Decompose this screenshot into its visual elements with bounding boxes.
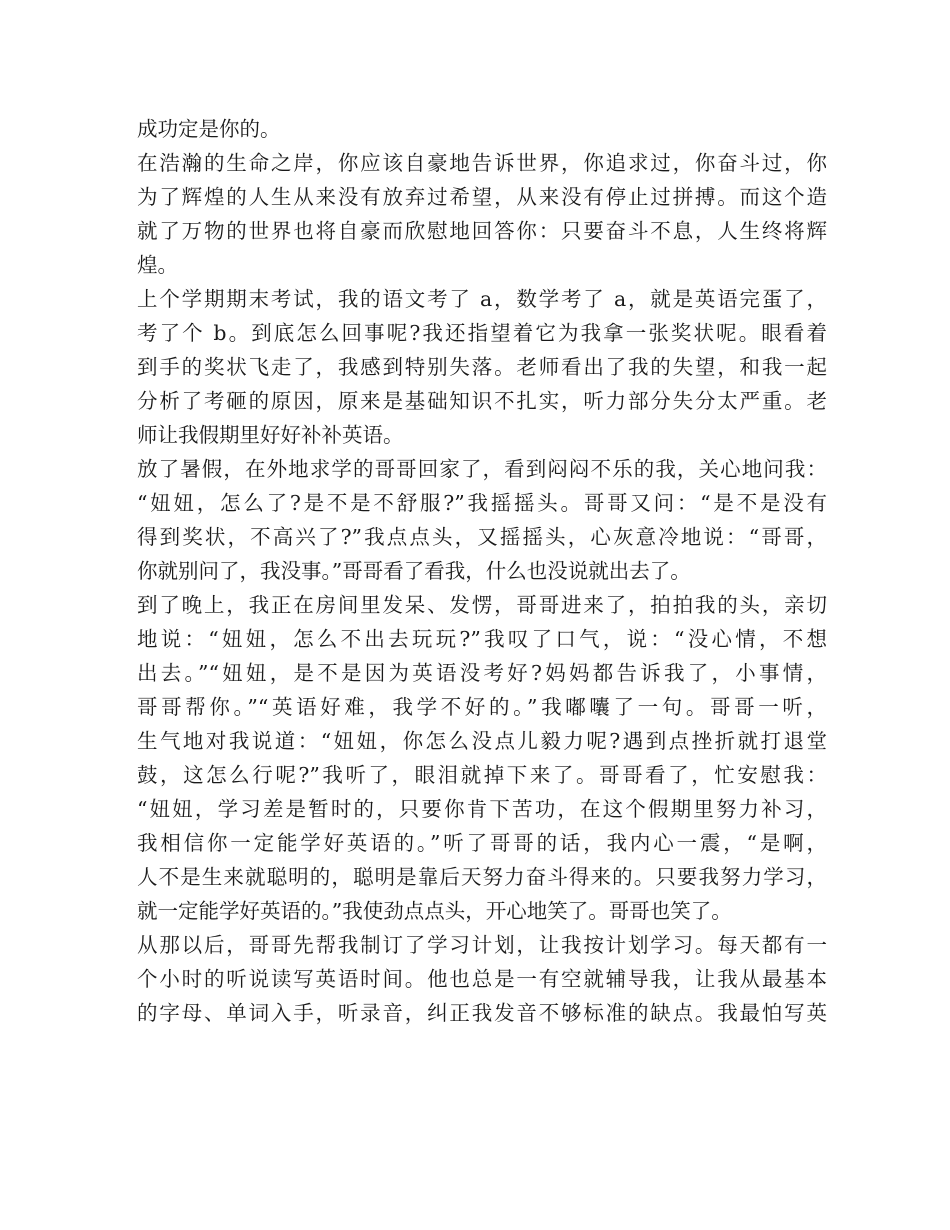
text-line: 鼓，这怎么行呢?”我听了，眼泪就掉下来了。哥哥看了，忙安慰我： (137, 763, 827, 787)
text-line: 就了万物的世界也将自豪而欣慰地回答你：只要奋斗不息，人生终将辉 (137, 219, 827, 243)
text-line: 考了个 b。到底怎么回事呢?我还指望着它为我拿一张奖状呢。眼看着 (137, 321, 827, 345)
text-line: 在浩瀚的生命之岸，你应该自豪地告诉世界，你追求过，你奋斗过，你 (137, 151, 827, 175)
text-line: 得到奖状，不高兴了?”我点点头，又摇摇头，心灰意冷地说：“哥哥， (137, 525, 827, 549)
text-line: 哥哥帮你。”“英语好难，我学不好的。”我嘟囔了一句。哥哥一听， (137, 695, 827, 719)
text-line: 地说：“妞妞，怎么不出去玩玩?”我叹了口气，说：“没心情，不想 (137, 627, 827, 651)
text-line: 你就别问了，我没事。”哥哥看了看我，什么也没说就出去了。 (137, 559, 691, 583)
text-line: 从那以后，哥哥先帮我制订了学习计划，让我按计划学习。每天都有一 (137, 933, 827, 957)
text-line: 生气地对我说道：“妞妞，你怎么没点儿毅力呢?遇到点挫折就打退堂 (137, 729, 827, 753)
text-line: 为了辉煌的人生从来没有放弃过希望，从来没有停止过拼搏。而这个造 (137, 185, 827, 209)
text-line: “妞妞，怎么了?是不是不舒服?”我摇摇头。哥哥又问：“是不是没有 (137, 491, 827, 515)
text-line: 个小时的听说读写英语时间。他也总是一有空就辅导我，让我从最基本 (137, 967, 827, 991)
text-line: 到了晚上，我正在房间里发呆、发愣，哥哥进来了，拍拍我的头，亲切 (137, 593, 827, 617)
text-line: 煌。 (137, 253, 178, 277)
text-line: 出去。”“妞妞，是不是因为英语没考好?妈妈都告诉我了，小事情， (137, 661, 827, 685)
text-line: 上个学期期末考试，我的语文考了 a，数学考了 a，就是英语完蛋了， (137, 287, 827, 311)
text-line: 人不是生来就聪明的，聪明是靠后天努力奋斗得来的。只要我努力学习， (137, 865, 827, 889)
text-line: 分析了考砸的原因，原来是基础知识不扎实，听力部分失分太严重。老 (137, 389, 827, 413)
text-line: 到手的奖状飞走了，我感到特别失落。老师看出了我的失望，和我一起 (137, 355, 827, 379)
text-line: 师让我假期里好好补补英语。 (137, 423, 404, 447)
text-line: 成功定是你的。 (137, 117, 281, 141)
text-line: 的字母、单词入手，听录音，纠正我发音不够标准的缺点。我最怕写英 (137, 1001, 827, 1025)
text-line: 就一定能学好英语的。”我使劲点点头，开心地笑了。哥哥也笑了。 (137, 899, 732, 923)
text-line: 我相信你一定能学好英语的。”听了哥哥的话，我内心一震，“是啊， (137, 831, 827, 855)
document-body (137, 112, 827, 1030)
text-line: “妞妞，学习差是暂时的，只要你肯下苦功，在这个假期里努力补习， (137, 797, 827, 821)
text-line: 放了暑假，在外地求学的哥哥回家了，看到闷闷不乐的我，关心地问我： (137, 457, 827, 481)
